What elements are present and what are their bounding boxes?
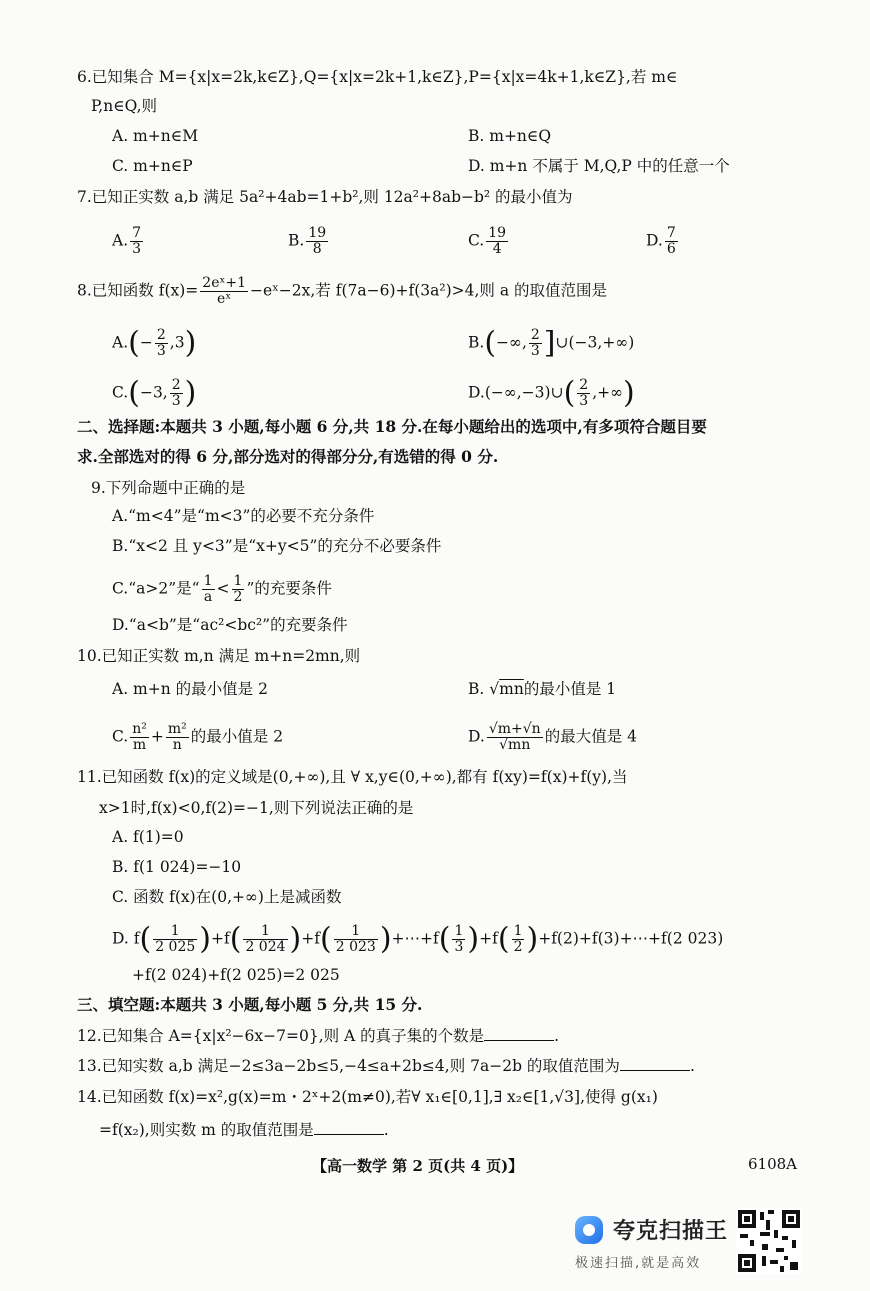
quark-logo-icon	[575, 1216, 603, 1244]
q10-option-a: A. m+n 的最小值是 2	[112, 680, 268, 698]
paper-code: 6108A	[748, 1155, 798, 1173]
q6-line2: P,n∈Q,则	[91, 97, 158, 115]
q10-option-d: D. $\frac{√m+√n}{√mn}$ 的最大值是 4	[468, 721, 637, 753]
q11-option-c: C. 函数 f(x)在(0,+∞)上是减函数	[112, 888, 342, 906]
q11-line2: x>1时,f(x)<0,f(2)=−1,则下列说法正确的是	[99, 799, 414, 817]
q11-option-b: B. f(1 024)=−10	[112, 858, 242, 876]
q11-option-a: A. f(1)=0	[112, 828, 184, 846]
section2-heading-line2: 求.全部选对的得 6 分,部分选对的得部分分,有选错的得 0 分.	[77, 447, 499, 466]
page-footer: 【高一数学 第 2 页(共 4 页)】	[312, 1157, 524, 1175]
q9-option-d: D.“a<b”是“ac²<bc²”的充要条件	[112, 616, 348, 634]
q9-option-b: B.“x<2 且 y<3”是“x+y<5”的充分不必要条件	[112, 537, 442, 555]
q7-option-a: A. $\frac{7}{3}$	[112, 225, 142, 257]
q9-option-c: C.“a>2”是“ $\frac{1}{a}$ < $\frac{1}{2}$ ”的充要条件	[112, 573, 332, 605]
qr-code-icon	[736, 1208, 802, 1274]
q10-option-b: B. √mn的最小值是 1	[468, 680, 617, 698]
watermark-subtitle: 极速扫描,就是高效	[575, 1256, 702, 1271]
section3-heading: 三、填空题:本题共 3 小题,每小题 5 分,共 15 分.	[77, 995, 423, 1014]
watermark-title: 夸克扫描王	[613, 1219, 729, 1244]
q8-option-a: A.(− $\frac{2}{3}$ ,3)	[112, 325, 197, 361]
q7-option-c: C. $\frac{19}{4}$	[468, 225, 507, 257]
q8-option-c: C.(−3, $\frac{2}{3}$ )	[112, 375, 197, 411]
q11-line1: 11.已知函数 f(x)的定义域是(0,+∞),且 ∀ x,y∈(0,+∞),都有 f(xy)=f(x)+f(y),当	[77, 768, 628, 786]
q10-stem: 10.已知正实数 m,n 满足 m+n=2mn,则	[77, 647, 361, 665]
q7-option-b: B. $\frac{19}{8}$	[288, 225, 327, 257]
q9-option-a: A.“m<4”是“m<3”的必要不充分条件	[112, 507, 375, 525]
q9-stem: 9.下列命题中正确的是	[91, 479, 246, 497]
q6-option-c: C. m+n∈P	[112, 157, 193, 175]
q8-option-d: D.(−∞,−3)∪( $\frac{2}{3}$ ,+∞)	[468, 375, 635, 411]
q6-option-a: A. m+n∈M	[112, 127, 199, 145]
q11-option-d: D. f( $\frac{1}{2 025}$ )+f( $\frac{1}{2 024}$ )+f( $\frac{1}{2 023}$ )+⋯+f( $\frac{1}{3}$ )+f( $\frac{1}{2}$ )+f(2)+f(3)+⋯+f(2 023)	[112, 921, 724, 957]
q14-answer-blank[interactable]	[314, 1118, 384, 1135]
q11-option-d-line2: +f(2 024)+f(2 025)=2 025	[132, 966, 340, 984]
section2-heading-line1: 二、选择题:本题共 3 小题,每小题 6 分,共 18 分.在每小题给出的选项中,有多项符合题目要	[77, 417, 707, 436]
q7-stem: 7.已知正实数 a,b 满足 5a²+4ab=1+b²,则 12a²+8ab−b² 的最小值为	[77, 188, 573, 206]
q14-line2: =f(x₂),则实数 m 的取值范围是 .	[99, 1118, 389, 1141]
q6-option-d: D. m+n 不属于 M,Q,P 中的任意一个	[468, 157, 730, 175]
q10-option-c: C. $\frac{\text{n²}}{m}$ + $\frac{\text{m²}}{n}$ 的最小值是 2	[112, 721, 284, 753]
q12: 12.已知集合 A={x|x²−6x−7=0},则 A 的真子集的个数是 .	[77, 1024, 559, 1047]
q12-answer-blank[interactable]	[484, 1024, 554, 1041]
q13-answer-blank[interactable]	[620, 1054, 690, 1071]
q14-line1: 14.已知函数 f(x)=x²,g(x)=m・2ˣ+2(m≠0),若∀ x₁∈[0,1],∃ x₂∈[1,√3],使得 g(x₁)	[77, 1088, 658, 1106]
q8-stem: 8.已知函数 f(x)= $\frac{\text{2eˣ+1}}{\text{eˣ}}$ −eˣ−2x,若 f(7a−6)+f(3a²)>4,则 a 的取值范围是	[77, 275, 608, 307]
q8-option-b: B.(−∞, $\frac{2}{3}$ ]∪(−3,+∞)	[468, 325, 635, 361]
scanner-watermark	[575, 1210, 745, 1276]
q7-option-d: D. $\frac{7}{6}$	[646, 225, 676, 257]
q6-line1: 6.已知集合 M={x|x=2k,k∈Z},Q={x|x=2k+1,k∈Z},P={x|x=4k+1,k∈Z},若 m∈	[77, 68, 678, 86]
q6-option-b: B. m+n∈Q	[468, 127, 552, 145]
q13: 13.已知实数 a,b 满足−2≤3a−2b≤5,−4≤a+2b≤4,则 7a−2b 的取值范围为 .	[77, 1054, 695, 1077]
